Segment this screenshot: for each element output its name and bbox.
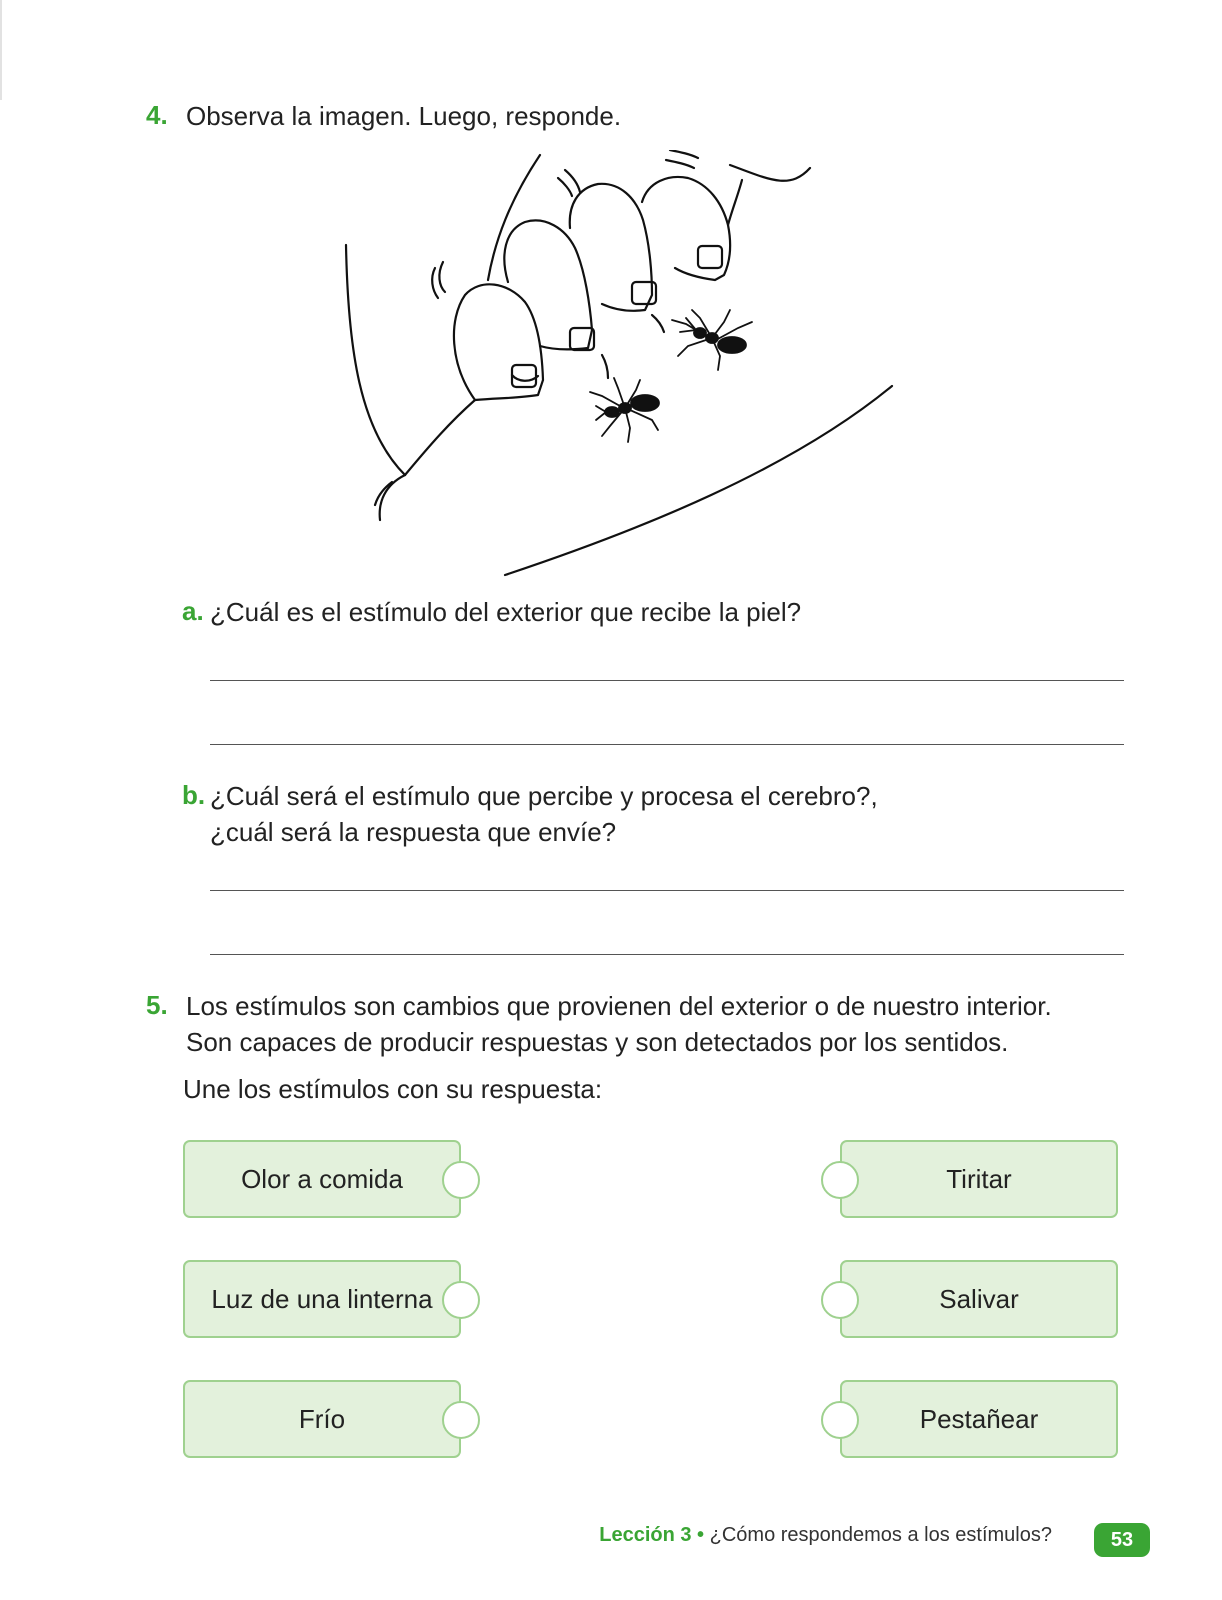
page-edge-line — [0, 0, 2, 100]
question-4b-line-1: ¿Cuál será el estímulo que percibe y procesa el cerebro?, — [210, 781, 878, 811]
response-box-tiritar[interactable] — [840, 1140, 1118, 1218]
stimulus-label: Luz de una linterna — [211, 1283, 433, 1314]
stimulus-connector-1[interactable] — [442, 1161, 480, 1199]
question-5-instruction: Une los estímulos con su respuesta: — [183, 1074, 603, 1104]
question-4b-line-2: ¿cuál será la respuesta que envíe? — [210, 817, 617, 847]
answer-line-4a-1[interactable] — [210, 680, 1124, 681]
stimulus-label: Frío — [298, 1403, 346, 1434]
stimulus-label: Olor a comida — [241, 1163, 403, 1194]
footer-lesson-title: ¿Cómo respondemos a los estímulos? — [709, 1524, 1052, 1546]
question-4a-text: ¿Cuál es el estímulo del exterior que recibe la piel? — [210, 597, 802, 627]
answer-line-4a-2[interactable] — [210, 744, 1124, 745]
response-label: Salivar — [939, 1283, 1019, 1314]
page-footer — [599, 1524, 1052, 1547]
response-box-pestanear[interactable] — [840, 1380, 1118, 1458]
answer-line-4b-1[interactable] — [210, 890, 1124, 891]
response-box-salivar[interactable] — [840, 1260, 1118, 1338]
stimulus-connector-2[interactable] — [442, 1281, 480, 1319]
question-4-number: 4. — [146, 100, 168, 130]
stimulus-box-luz-de-una-linterna[interactable] — [183, 1260, 461, 1338]
response-connector-1[interactable] — [821, 1161, 859, 1199]
question-5-line-1: Los estímulos son cambios que provienen del exterior o de nuestro interior. — [186, 991, 1052, 1021]
question-4b-letter: b. — [182, 780, 206, 810]
answer-line-4b-2[interactable] — [210, 954, 1124, 955]
page-number: 53 — [1110, 1528, 1134, 1551]
question-4-prompt: Observa la imagen. Luego, responde. — [186, 101, 622, 131]
footer-bullet: • — [691, 1524, 710, 1546]
question-5-line-2: Son capaces de producir respuestas y son detectados por los sentidos. — [186, 1027, 1009, 1057]
response-label: Tiritar — [946, 1163, 1012, 1194]
question-4a-letter: a. — [182, 596, 204, 626]
hand-scratching-arm-illustration — [340, 150, 920, 595]
response-connector-2[interactable] — [821, 1281, 859, 1319]
footer-lesson: Lección 3 — [599, 1524, 692, 1546]
response-label: Pestañear — [919, 1403, 1039, 1434]
response-connector-3[interactable] — [821, 1401, 859, 1439]
question-5-number: 5. — [146, 990, 168, 1020]
page-number-badge — [1094, 1523, 1150, 1557]
stimulus-connector-3[interactable] — [442, 1401, 480, 1439]
stimulus-box-frio[interactable] — [183, 1380, 461, 1458]
stimulus-box-olor-a-comida[interactable] — [183, 1140, 461, 1218]
